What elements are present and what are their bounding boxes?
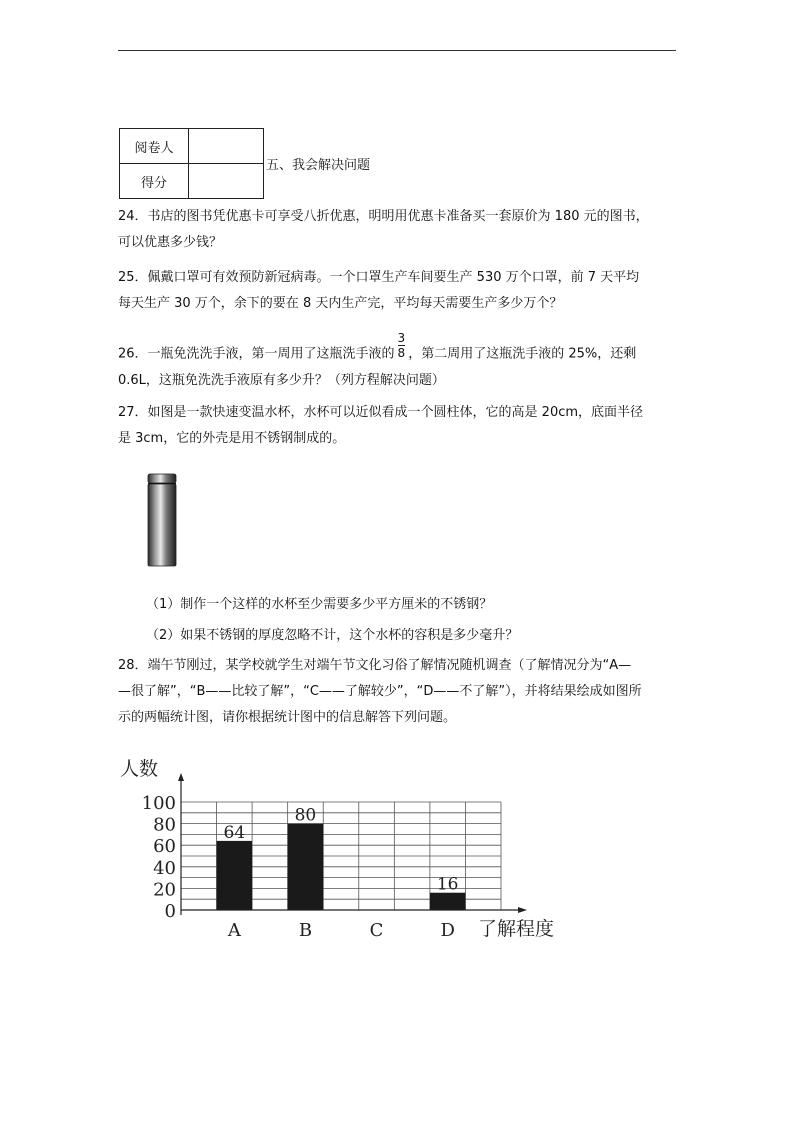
question-28	[118, 653, 683, 731]
x-axis-label: 了解程度	[478, 918, 555, 940]
score-label: 得分	[120, 164, 189, 199]
question-27	[118, 400, 683, 452]
bar-chart	[118, 755, 578, 945]
question-25-line-1: 25．佩戴口罩可有效预防新冠病毒。一个口罩生产车间要生产 530 万个口罩，前 7 天平均	[118, 270, 640, 285]
question-27-sub-2: （2）如果不锈钢的厚度忽略不计，这个水杯的容积是多少毫升？	[146, 628, 519, 643]
fraction-denominator: 8	[397, 346, 406, 360]
question-27-line-2: 是 3cm，它的外壳是用不锈钢制成的。	[118, 431, 346, 446]
question-25	[118, 265, 683, 317]
bar-b	[288, 824, 324, 910]
data-label-d: 16	[436, 874, 459, 895]
data-label-b: 80	[294, 805, 317, 826]
reviewer-label: 阅卷人	[120, 129, 189, 164]
question-28-line-2: —很了解”，“B——比较了解”，“C——了解较少”，“D——不了解”），并将结果绘成如图所	[118, 684, 642, 699]
score-cell[interactable]	[189, 164, 264, 199]
header-rule	[118, 50, 676, 51]
question-24-line-2: 可以优惠多少钱？	[118, 235, 223, 250]
y-tick-label: 40	[153, 857, 176, 879]
score-table	[119, 128, 264, 199]
question-27-line-1: 27．如图是一款快速变温水杯，水杯可以近似看成一个圆柱体，它的高是 20cm，底面半径	[118, 405, 644, 420]
question-28-line-3: 示的两幅统计图，请你根据统计图中的信息解答下列问题。	[118, 710, 457, 725]
y-tick-label: 80	[153, 814, 176, 836]
y-tick-label: 100	[141, 793, 176, 814]
question-24	[118, 204, 683, 256]
x-tick-label-c: C	[369, 920, 384, 941]
question-24-line-1: 24．书店的图书凭优惠卡可享受八折优惠，明明用优惠卡准备买一套原价为 180 元的图书，	[118, 209, 649, 224]
fraction-numerator: 3	[397, 331, 406, 345]
question-26-line-2: 0.6L，这瓶免洗洗手液原有多少升？（列方程解决问题）	[118, 373, 445, 388]
x-tick-label-a: A	[227, 920, 241, 941]
question-28-line-1: 28．端午节刚过，某学校就学生对端午节文化习俗了解情况随机调查（了解情况分为“A—	[118, 658, 632, 673]
y-axis-label: 人数	[120, 758, 159, 780]
question-25-line-2: 每天生产 30 万个，余下的要在 8 天内生产完，平均每天需要生产多少万个？	[118, 296, 563, 311]
y-tick-label: 60	[153, 836, 176, 858]
question-26-text-b: ，第二周用了这瓶洗手液的 25%，还剩	[408, 346, 637, 362]
data-label-a: 64	[223, 822, 246, 843]
fraction-three-eighths	[398, 332, 406, 360]
bar-a	[217, 841, 253, 910]
question-26-text-a: 26．一瓶免洗洗手液，第一周用了这瓶洗手液的	[118, 346, 395, 362]
x-tick-label-b: B	[298, 920, 313, 941]
question-26-line-1	[118, 331, 683, 368]
y-axis-arrow-icon	[178, 773, 184, 781]
reviewer-cell[interactable]	[189, 129, 264, 164]
x-tick-label-d: D	[440, 920, 455, 941]
thermos-cup-image	[147, 473, 177, 567]
section-title: 五、我会解决问题	[266, 158, 371, 173]
y-tick-label: 20	[153, 879, 176, 901]
question-26	[118, 331, 683, 394]
y-tick-label: 0	[164, 901, 176, 922]
question-27-sub-1: （1）制作一个这样的水杯至少需要多少平方厘米的不锈钢？	[146, 597, 493, 612]
x-axis-arrow-icon	[518, 907, 527, 913]
bar-d	[430, 893, 466, 910]
